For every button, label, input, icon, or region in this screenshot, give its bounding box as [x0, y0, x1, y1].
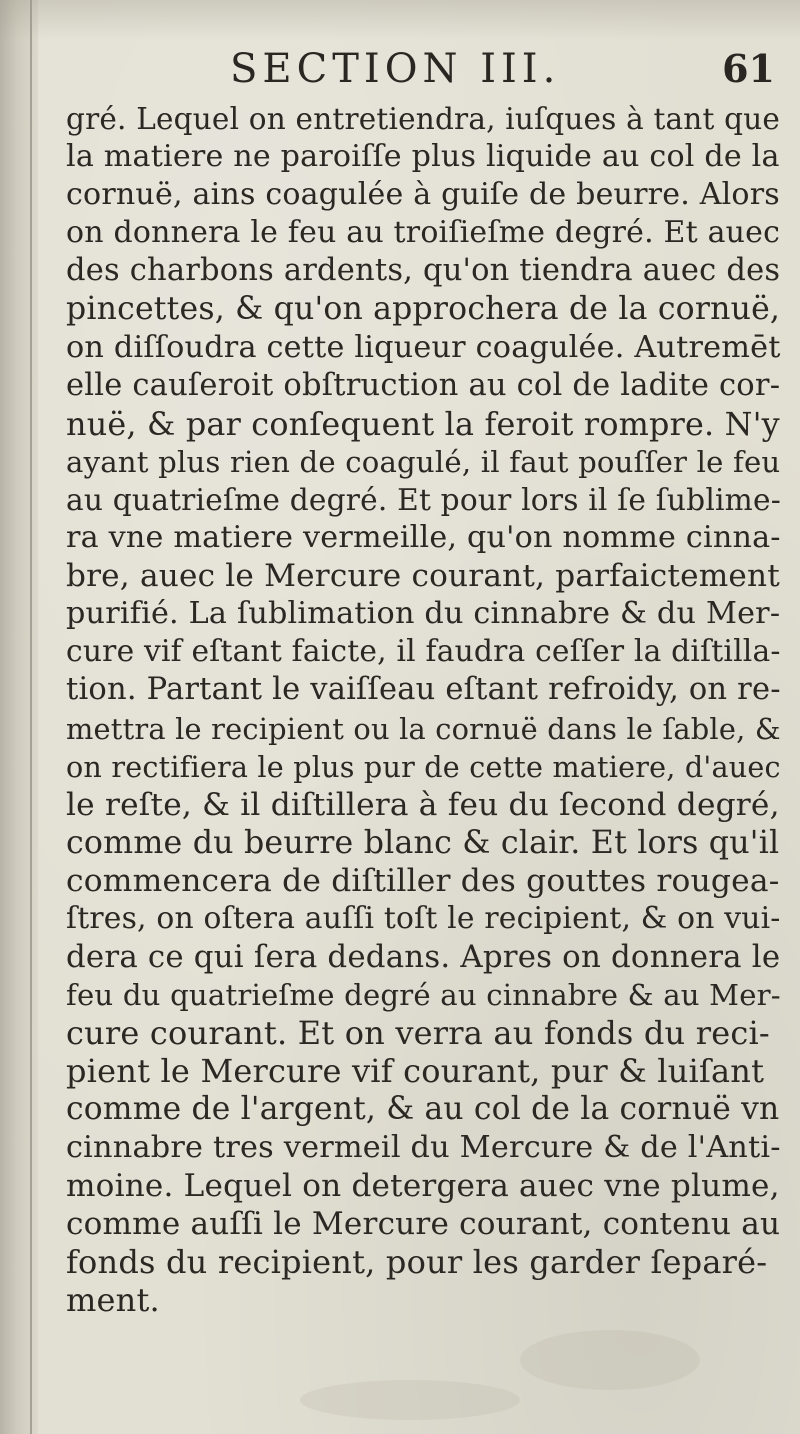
- text-line: elle cauſeroit obſtruction au col de ladite cor-: [66, 367, 781, 403]
- body-text: [66, 100, 780, 1319]
- text-line: ſtres, on oſtera auſſi toſt le recipient, & on vui-: [66, 900, 781, 936]
- running-head: SECTION III.: [230, 46, 561, 92]
- text-line: comme de l'argent, & au col de la cornuë vn: [66, 1091, 780, 1128]
- binding-edge: [30, 0, 32, 1434]
- text-line: cornuë, ains coagulée à guiſe de beurre. Alors: [66, 177, 780, 213]
- text-line: ayant plus rien de coagulé, il faut pouſſer le feu: [66, 444, 781, 479]
- text-line: cure courant. Et on verra au fonds du reci-: [66, 1014, 770, 1053]
- text-line: au quatrieſme degré. Et pour lors il ſe ſublime-: [66, 481, 781, 517]
- text-line: ra vne matiere vermeille, qu'on nomme cinna-: [66, 520, 781, 556]
- text-line: dera ce qui ſera dedans. Apres on donnera le: [66, 939, 781, 976]
- text-line: pincettes, & qu'on approchera de la cornuë,: [66, 291, 781, 328]
- text-line: feu du quatrieſme degré au cinnabre & au Mer-: [66, 978, 781, 1013]
- text-line: fonds du recipient, pour les garder ſeparé-: [66, 1242, 768, 1281]
- paper-stain: [520, 1330, 700, 1390]
- text-line: on rectifiera le plus pur de cette matiere, d'auec: [66, 749, 781, 784]
- text-line: des charbons ardents, qu'on tiendra auec des: [66, 253, 781, 289]
- text-line: comme du beurre blanc & clair. Et lors qu'il: [66, 824, 780, 861]
- text-line: tion. Partant le vaiſſeau eſtant refroidy, on re-: [66, 672, 781, 708]
- text-line: bre, auec le Mercure courant, parfaictement: [66, 558, 780, 595]
- text-line: le reſte, & il diſtillera à feu du ſecond degré,: [66, 786, 780, 823]
- text-line: gré. Lequel on entretiendra, iuſques à tant que: [66, 102, 781, 136]
- page-top-shadow: [0, 0, 800, 40]
- text-line: comme auſſi le Mercure courant, contenu au: [66, 1205, 781, 1242]
- text-line: moine. Lequel on detergera auec vne plume,: [66, 1167, 780, 1204]
- binding-gutter: [0, 0, 38, 1434]
- text-line: ment.: [66, 1280, 160, 1319]
- page-number: 61: [722, 46, 775, 91]
- text-line: commencera de diſtiller des gouttes rougea-: [66, 862, 780, 899]
- text-line: pient le Mercure vif courant, pur & luiſant: [66, 1052, 765, 1091]
- text-line: cure vif eſtant faicte, il faudra ceſſer la diſtilla-: [66, 634, 781, 670]
- text-line: cinnabre tres vermeil du Mercure & de l'Anti-: [66, 1129, 781, 1165]
- page-header: [70, 42, 775, 102]
- text-line: on diſſoudra cette liqueur coagulée. Autremēt: [66, 329, 781, 365]
- paper-stain: [300, 1380, 520, 1420]
- text-line: la matiere ne paroiſſe plus liquide au col de la: [66, 139, 780, 175]
- text-line: mettra le recipient ou la cornuë dans le ſable, &: [66, 711, 781, 746]
- text-line: on donnera le feu au troiſieſme degré. Et auec: [66, 215, 781, 251]
- text-line: purifié. La ſublimation du cinnabre & du Mer-: [66, 596, 781, 632]
- text-line: nuë, & par conſequent la feroit rompre. N'y: [66, 404, 780, 443]
